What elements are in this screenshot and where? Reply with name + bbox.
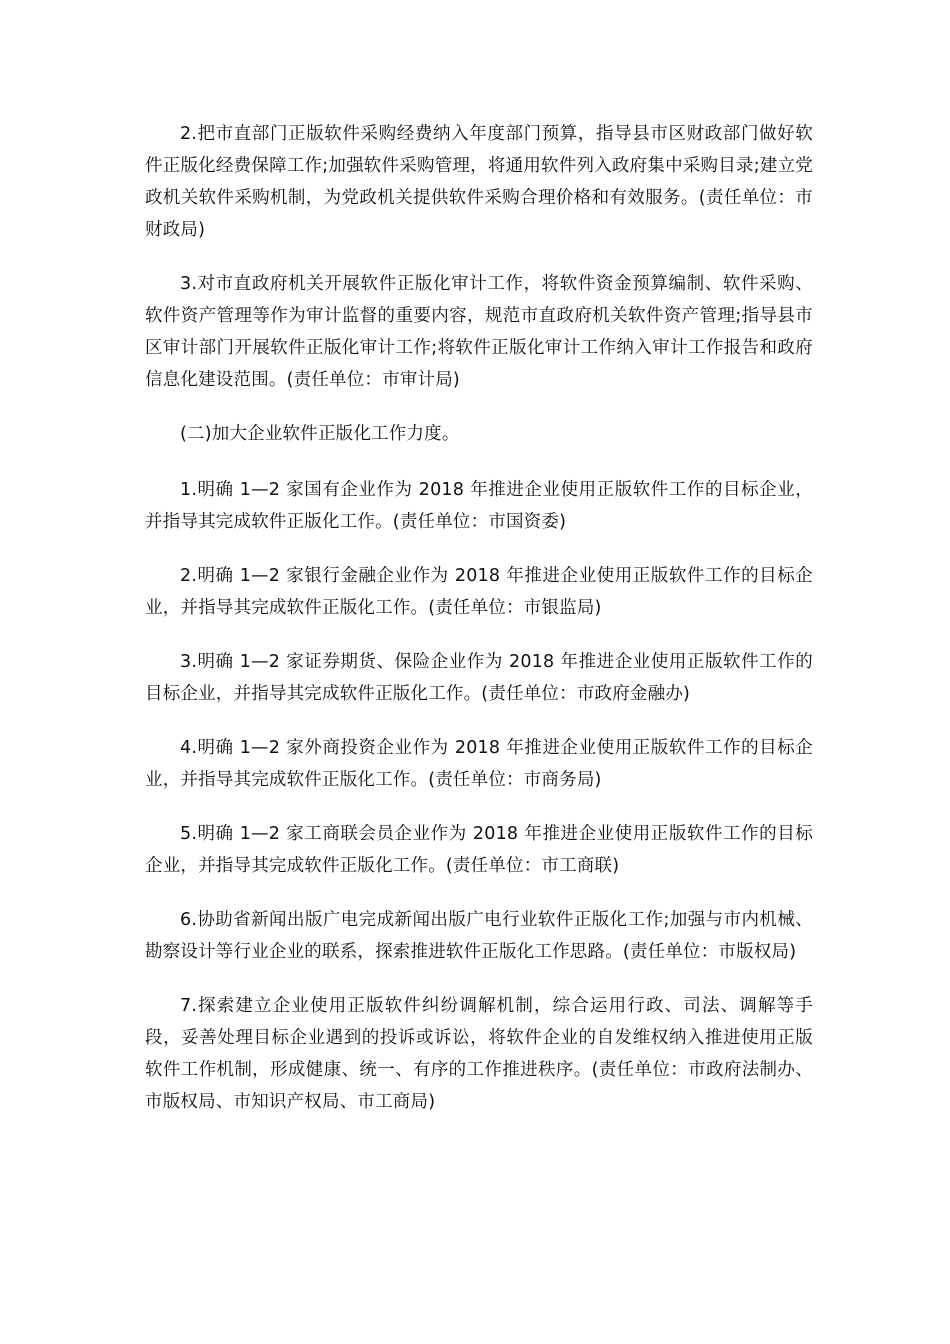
paragraph-press-publication: 6.协助省新闻出版广电完成新闻出版广电行业软件正版化工作;加强与市内机械、勘察设计等行业企业的联系，探索推进软件正版化工作思路。(责任单位：市版权局) (145, 910, 813, 962)
section-heading-enterprise: (二)加大企业软件正版化工作力度。 (180, 424, 460, 444)
paragraph-finance-budget: 2.把市直部门正版软件采购经费纳入年度部门预算，指导县市区财政部门做好软件正版化经费保障工作;加强软件采购管理，将通用软件列入政府集中采购目录;建立党政机关软件采购机制，为党政机关提供软件采购合理价格和有效服务。(责任单位：市财政局) (145, 124, 813, 240)
paragraph-securities: 3.明确 1—2 家证券期货、保险企业作为 2018 年推进企业使用正版软件工作的目标企业，并指导其完成软件正版化工作。(责任单位：市政府金融办) (145, 652, 813, 704)
paragraph-audit: 3.对市直政府机关开展软件正版化审计工作，将软件资金预算编制、软件采购、软件资产管理等作为审计监督的重要内容，规范市直政府机关软件资产管理;指导县市区审计部门开展软件正版化审计工作;将软件正版化审计工作纳入审计工作报告和政府信息化建设范围。(责任单位：市审计局) (145, 274, 813, 390)
paragraph-foreign-investment: 4.明确 1—2 家外商投资企业作为 2018 年推进企业使用正版软件工作的目标企业，并指导其完成软件正版化工作。(责任单位：市商务局) (145, 738, 813, 790)
document-body (145, 118, 813, 1140)
paragraph-state-owned: 1.明确 1—2 家国有企业作为 2018 年推进企业使用正版软件工作的目标企业，并指导其完成软件正版化工作。(责任单位：市国资委) (145, 480, 813, 532)
paragraph-dispute-mediation: 7.探索建立企业使用正版软件纠纷调解机制，综合运用行政、司法、调解等手段，妥善处理目标企业遇到的投诉或诉讼，将软件企业的自发维权纳入推进使用正版软件工作机制，形成健康、统一、有序的工作推进秩序。(责任单位：市政府法制办、市版权局、市知识产权局、市工商局) (145, 996, 813, 1112)
paragraph-federation: 5.明确 1—2 家工商联会员企业作为 2018 年推进企业使用正版软件工作的目标企业，并指导其完成软件正版化工作。(责任单位：市工商联) (145, 824, 813, 876)
paragraph-banking: 2.明确 1—2 家银行金融企业作为 2018 年推进企业使用正版软件工作的目标企业，并指导其完成软件正版化工作。(责任单位：市银监局) (145, 566, 813, 618)
